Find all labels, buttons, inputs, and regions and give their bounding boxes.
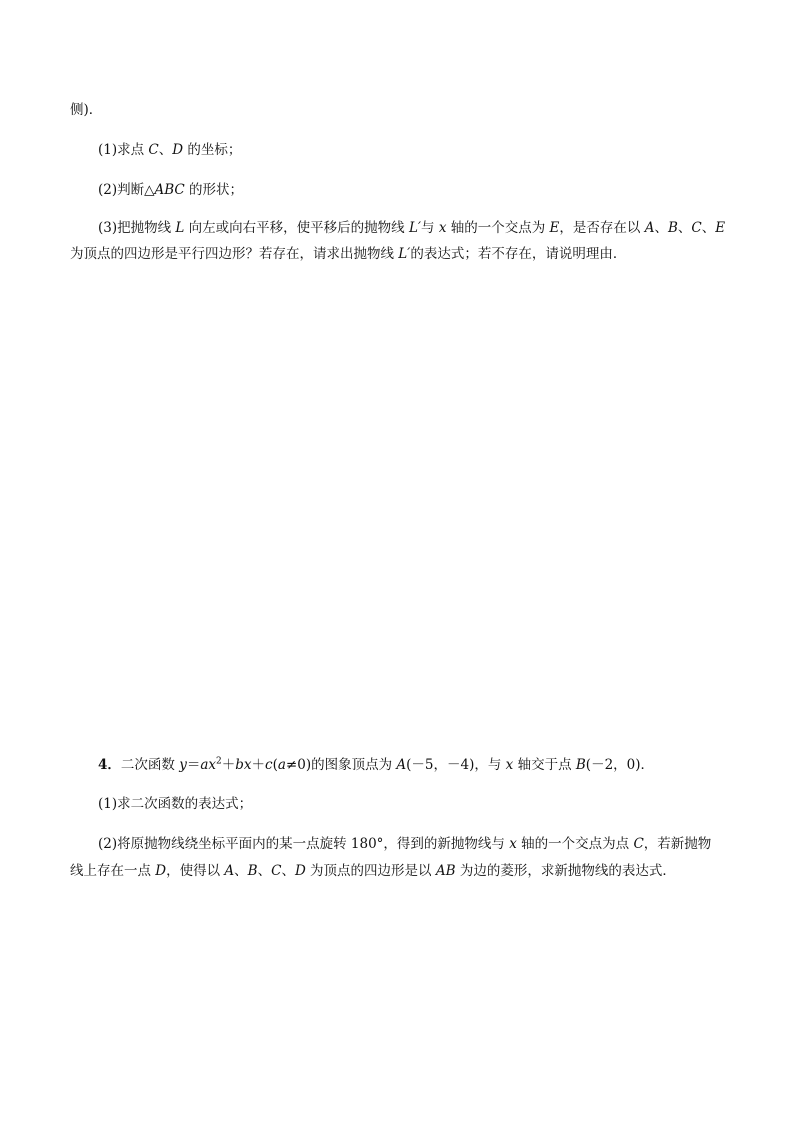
problem4-question-2-line-2: 线上存在一点 D，使得以 A、B、C、D 为顶点的四边形是以 AB 为边的菱形，求新抛物线的表达式． — [70, 863, 676, 879]
problem3-question-1: (1)求点 C、D 的坐标； — [98, 142, 242, 158]
problem4-question-1: (1)求二次函数的表达式； — [98, 796, 253, 812]
problem3-question-3-line-1: (3)把抛物线 L 向左或向右平移，使平移后的抛物线 L′与 x 轴的一个交点为 E，是否存在以 A、B、C、E — [98, 220, 726, 236]
problem4-question-2-line-1: (2)将原抛物线绕坐标平面内的某一点旋转 180°，得到的新抛物线与 x 轴的一个交点为点 C，若新抛物 — [98, 836, 712, 852]
problem3-question-3-line-2: 为顶点的四边形是平行四边形？若存在，请求出抛物线 L′的表达式；若不存在，请说明理由． — [70, 246, 627, 262]
problem4-number: 4． — [98, 757, 121, 773]
problem4-stem: 4．二次函数 $y=ax^2+bx+c(a\ne 0)$的图象顶点为 A(－5，－4)，与 x 轴交于点 B(－2，0)． — [98, 756, 655, 773]
problem3-continuation: 侧)． — [70, 102, 103, 118]
problem3-question-2: (2)判断△ABC 的形状； — [98, 182, 244, 198]
